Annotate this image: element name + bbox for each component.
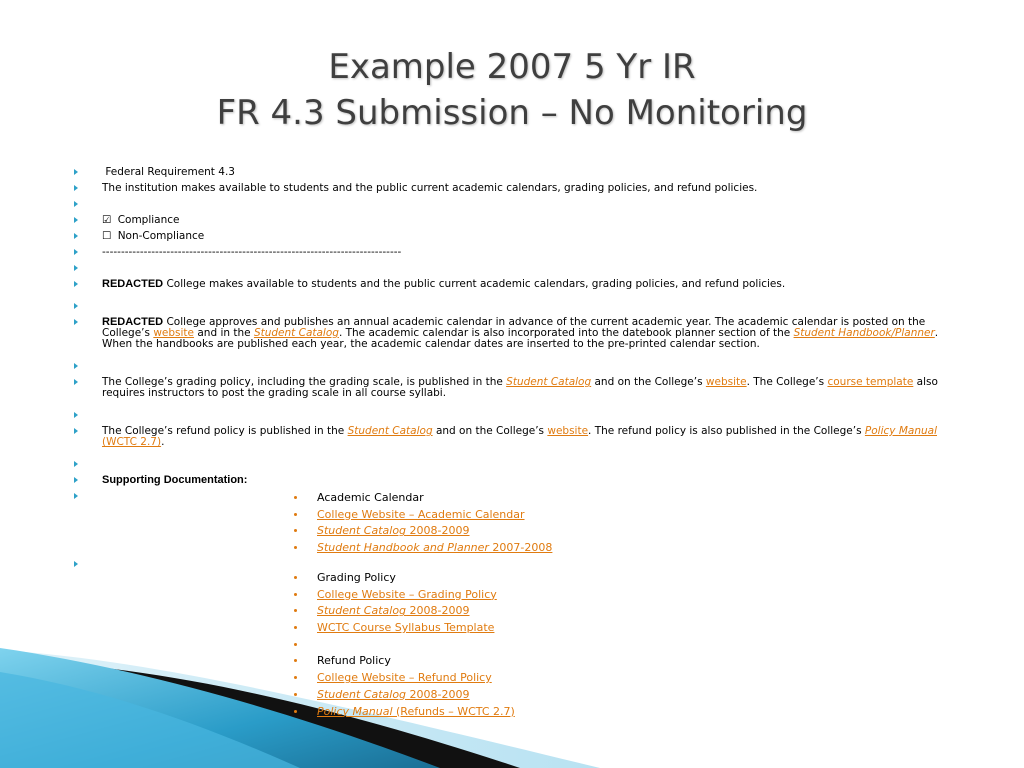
- list-item: [72, 167, 962, 178]
- link-text: 2008-2009: [406, 524, 470, 538]
- title-line-2: FR 4.3 Submission – No Monitoring: [216, 93, 808, 133]
- paragraph-text: . The College’s: [746, 376, 828, 388]
- bullet-dot-icon: [294, 496, 297, 499]
- unchecked-box-icon: ☐: [102, 230, 112, 242]
- link-text: 2008-2009: [406, 687, 470, 701]
- bullet-arrow-icon: [74, 265, 78, 271]
- list-item-empty: [72, 301, 962, 312]
- link-text: Student Catalog: [506, 376, 592, 388]
- paragraph-text: and on the College’s: [591, 376, 706, 388]
- bullet-arrow-icon: [74, 379, 78, 385]
- bullet-arrow-icon: [74, 363, 78, 369]
- student-catalog-link[interactable]: [348, 425, 433, 437]
- course-syllabus-template-link[interactable]: WCTC Course Syllabus Template: [317, 621, 495, 635]
- list-item-empty: [72, 361, 962, 372]
- college-website-academic-calendar-link[interactable]: College Website – Academic Calendar: [317, 507, 525, 521]
- compliance-label: Compliance: [117, 214, 180, 226]
- bullet-arrow-icon: [74, 428, 78, 434]
- slide-title: [0, 44, 1024, 136]
- college-website-refund-policy-link[interactable]: College Website – Refund Policy: [317, 671, 492, 685]
- slide-body: [72, 167, 962, 507]
- student-handbook-planner-link[interactable]: [317, 541, 552, 554]
- checked-box-icon: ☑: [102, 214, 112, 226]
- list-item: [72, 247, 962, 258]
- academic-calendar-heading: Academic Calendar: [317, 491, 424, 504]
- link-text: Student Handbook and Planner: [317, 541, 489, 555]
- paragraph-text: . When the handbooks are published each year, the academic calendar dates are inserted to the pre-printed calendar section.: [102, 327, 939, 350]
- list-item: [290, 492, 690, 509]
- bullet-arrow-icon: [74, 303, 78, 309]
- list-item: [290, 689, 690, 706]
- student-handbook-link[interactable]: [794, 327, 935, 339]
- grading-policy-heading: Grading Policy: [317, 571, 396, 584]
- list-item: [72, 279, 962, 290]
- bullet-dot-icon: [294, 593, 297, 596]
- bullet-dot-icon: [294, 529, 297, 532]
- bullet-dot-icon: [294, 513, 297, 516]
- link-text: Policy Manual: [317, 704, 393, 718]
- course-template-link[interactable]: course template: [827, 376, 914, 388]
- list-item: [290, 706, 690, 723]
- list-item: [290, 622, 690, 639]
- list-item: [290, 672, 690, 689]
- bullet-dot-icon: [294, 546, 297, 549]
- bullet-arrow-icon: [74, 185, 78, 191]
- website-link[interactable]: website: [547, 425, 589, 437]
- paragraph-text: and in the: [194, 327, 254, 339]
- noncompliance-label: Non-Compliance: [117, 230, 205, 242]
- bullet-dot-icon: [294, 626, 297, 629]
- list-item: [72, 231, 962, 242]
- bullet-dot-icon: [294, 576, 297, 579]
- bullet-arrow-icon: [74, 281, 78, 287]
- link-text: Student Handbook/Planner: [793, 327, 935, 339]
- bullet-arrow-icon: [74, 249, 78, 255]
- paragraph-text: The College’s grading policy, including the grading scale, is published in the: [102, 376, 507, 388]
- bullet-arrow-icon: [74, 201, 78, 207]
- website-link[interactable]: website: [153, 327, 195, 339]
- list-item: [290, 572, 690, 589]
- bullet-arrow-icon: [74, 169, 78, 175]
- list-item: [290, 589, 690, 606]
- link-text: (WCTC 2.7): [102, 436, 162, 448]
- list-item: [72, 426, 962, 448]
- link-text: Student Catalog: [317, 687, 407, 701]
- student-catalog-link[interactable]: [317, 688, 470, 701]
- list-item: [290, 542, 690, 559]
- bullet-arrow-icon: [74, 477, 78, 483]
- link-text: Student Catalog: [317, 604, 407, 618]
- title-line-1: Example 2007 5 Yr IR: [328, 47, 696, 87]
- student-catalog-link[interactable]: [506, 376, 591, 388]
- paragraph-text: also requires instructors to post the grading scale in all course syllabi.: [102, 376, 938, 399]
- federal-requirement-label: Federal Requirement 4.3: [105, 166, 235, 178]
- link-text: Student Catalog: [317, 524, 407, 538]
- list-item: [290, 509, 690, 526]
- bullet-dot-icon: [294, 643, 297, 646]
- bullet-arrow-icon: [74, 461, 78, 467]
- list-item: [72, 377, 962, 399]
- separator-dashes: -------------------------------------------------------------------------------: [102, 246, 402, 258]
- paragraph-text: . The refund policy is also published in the College’s: [588, 425, 865, 437]
- bullet-dot-icon: [294, 676, 297, 679]
- bullet-arrow-icon: [74, 493, 78, 499]
- paragraph-text: College approves and publishes an annual academic calendar in advance of the current academic year. The academic calendar is posted on the College’s: [102, 316, 926, 339]
- link-text: (Refunds – WCTC 2.7): [392, 704, 515, 718]
- bullet-arrow-icon: [74, 217, 78, 223]
- list-item: [72, 475, 962, 486]
- redacted-label: REDACTED: [102, 278, 164, 290]
- list-item-empty: [72, 199, 962, 210]
- bullet-dot-icon: [294, 693, 297, 696]
- list-item-empty: [72, 263, 962, 274]
- bullet-arrow-icon: [74, 561, 78, 567]
- link-text: Student Catalog: [347, 425, 433, 437]
- paragraph-text: and on the College’s: [432, 425, 548, 437]
- paragraph-text: . The academic calendar is also incorporated into the datebook planner section of the: [338, 327, 794, 339]
- website-link[interactable]: website: [705, 376, 747, 388]
- bullet-dot-icon: [294, 659, 297, 662]
- list-item-empty: [290, 639, 690, 656]
- academic-calendar-list: [290, 492, 690, 559]
- requirement-statement: The institution makes available to students and the public current academic calendars, grading policies, and refund policies.: [102, 182, 758, 194]
- refund-policy-heading: Refund Policy: [317, 654, 391, 668]
- paragraph-text: .: [161, 436, 165, 448]
- list-item-empty: [72, 410, 962, 421]
- list-item: [72, 215, 962, 226]
- bullet-arrow-icon: [74, 319, 78, 325]
- link-text: Policy Manual: [864, 425, 937, 437]
- list-item: [72, 317, 962, 350]
- student-catalog-link[interactable]: [317, 604, 470, 617]
- bullet-dot-icon: [294, 710, 297, 713]
- bullet-arrow-icon: [74, 412, 78, 418]
- list-item: [290, 525, 690, 542]
- grading-refund-list: [290, 572, 690, 722]
- bullet-arrow-icon: [74, 233, 78, 239]
- paragraph-text: College makes available to students and the public current academic calendars, grading policies, and refund policies.: [163, 278, 786, 290]
- link-text: Student Catalog: [253, 327, 339, 339]
- list-item: [72, 183, 962, 194]
- redacted-label: REDACTED: [102, 316, 164, 328]
- link-text: 2008-2009: [406, 604, 470, 618]
- paragraph-text: The College’s refund policy is published in the: [102, 425, 348, 437]
- supporting-documentation-heading: Supporting Documentation:: [102, 474, 248, 486]
- link-text: 2007-2008: [488, 541, 553, 555]
- bullet-dot-icon: [294, 609, 297, 612]
- college-website-grading-policy-link[interactable]: College Website – Grading Policy: [317, 587, 497, 601]
- policy-manual-refunds-link[interactable]: [317, 705, 515, 718]
- list-item: [290, 605, 690, 622]
- student-catalog-link[interactable]: [317, 524, 470, 537]
- list-item: [290, 655, 690, 672]
- list-item-empty: [72, 459, 962, 470]
